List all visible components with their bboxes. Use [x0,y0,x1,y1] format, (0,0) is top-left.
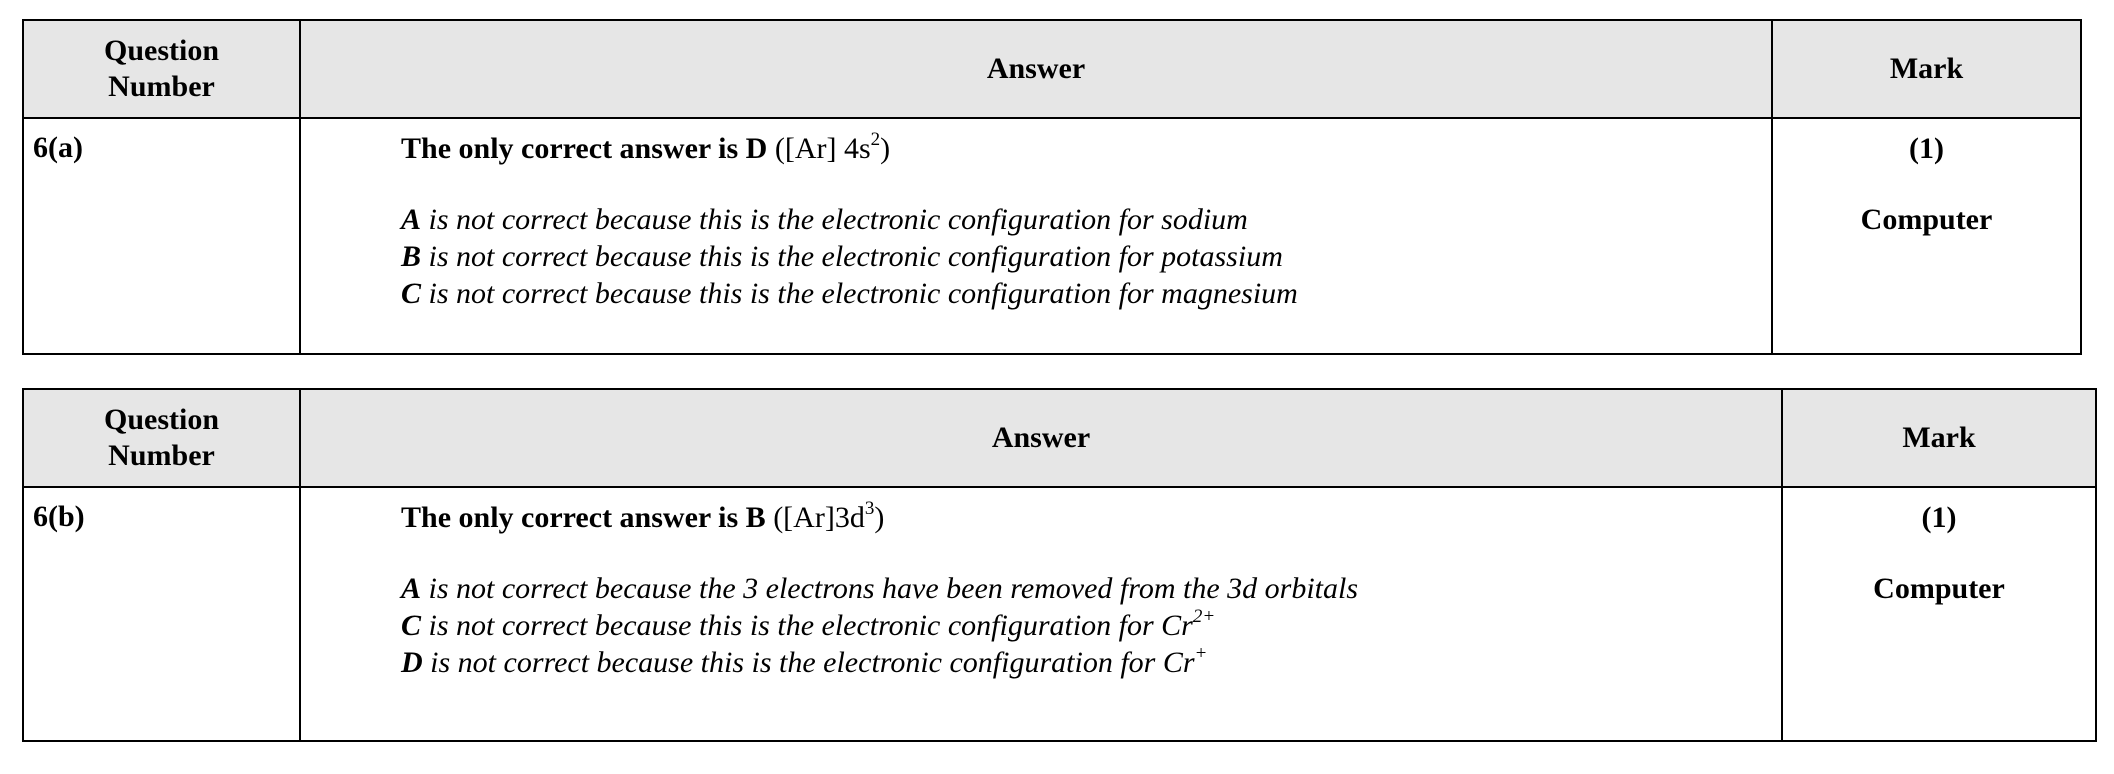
header-row [23,20,2081,118]
correct-answer-line [401,131,1771,167]
distractor-reason [401,275,1771,312]
mark-scheme-table-6a [22,19,2082,355]
distractor-reason [401,201,1771,238]
option-letter: A [401,203,422,236]
header-question-label: Question [103,403,220,436]
ion-charge-superscript: + [1194,643,1208,664]
correct-answer-superscript: 2 [870,129,881,150]
reason-text: is not correct because this is the electronic configuration for Cr [421,609,1193,642]
mark-cell [1772,118,2081,354]
ion-charge-superscript: 2+ [1192,606,1216,627]
reason-text: is not correct because this is the electronic configuration for Cr [422,646,1195,679]
correct-answer-close: ) [874,501,885,534]
option-letter: C [401,277,422,310]
correct-answer-config: ([Ar]3d [765,501,865,534]
correct-answer-config: ([Ar] 4s [767,132,871,165]
reason-text: is not correct because this is the electronic configuration for magnesium [421,277,1298,310]
mark-type: Computer [1860,203,1993,236]
question-number: 6(b) [23,487,300,741]
answer-cell [300,118,1772,354]
answer-header: Answer [300,389,1782,487]
question-number-header [23,389,300,487]
option-letter: D [401,646,423,679]
mark-cell [1782,487,2096,741]
question-row [23,118,2081,354]
reason-text: is not correct because this is the electronic configuration for potassium [421,240,1283,273]
header-number-label: Number [108,70,215,103]
reason-text: is not correct because this is the electronic configuration for sodium [421,203,1248,236]
mark-value: (1) [1909,132,1944,165]
answer-header: Answer [300,20,1772,118]
mark-type: Computer [1873,572,2005,605]
correct-answer-close: ) [880,132,891,165]
mark-value: (1) [1921,501,1957,534]
correct-answer-lead: The only correct answer is D [401,132,768,165]
answer-cell [300,487,1782,741]
correct-answer-superscript: 3 [864,498,875,519]
option-letter: C [401,609,422,642]
header-number-label: Number [108,439,215,472]
mark-scheme-table-6b [22,388,2097,742]
distractor-reason [401,238,1771,275]
question-number: 6(a) [23,118,300,354]
correct-answer-lead: The only correct answer is B [401,501,766,534]
correct-answer-line [401,500,1781,536]
distractor-reason [401,607,1781,644]
distractor-reasons [401,201,1771,312]
distractor-reasons [401,570,1781,681]
mark-header: Mark [1782,389,2096,487]
header-question-label: Question [103,34,220,67]
distractor-reason [401,644,1781,681]
option-letter: B [401,240,422,273]
distractor-reason [401,570,1781,607]
question-row [23,487,2096,741]
mark-header: Mark [1772,20,2081,118]
option-letter: A [401,572,422,605]
question-number-header [23,20,300,118]
header-row [23,389,2096,487]
reason-text: is not correct because the 3 electrons have been removed from the 3d orbitals [421,572,1359,605]
